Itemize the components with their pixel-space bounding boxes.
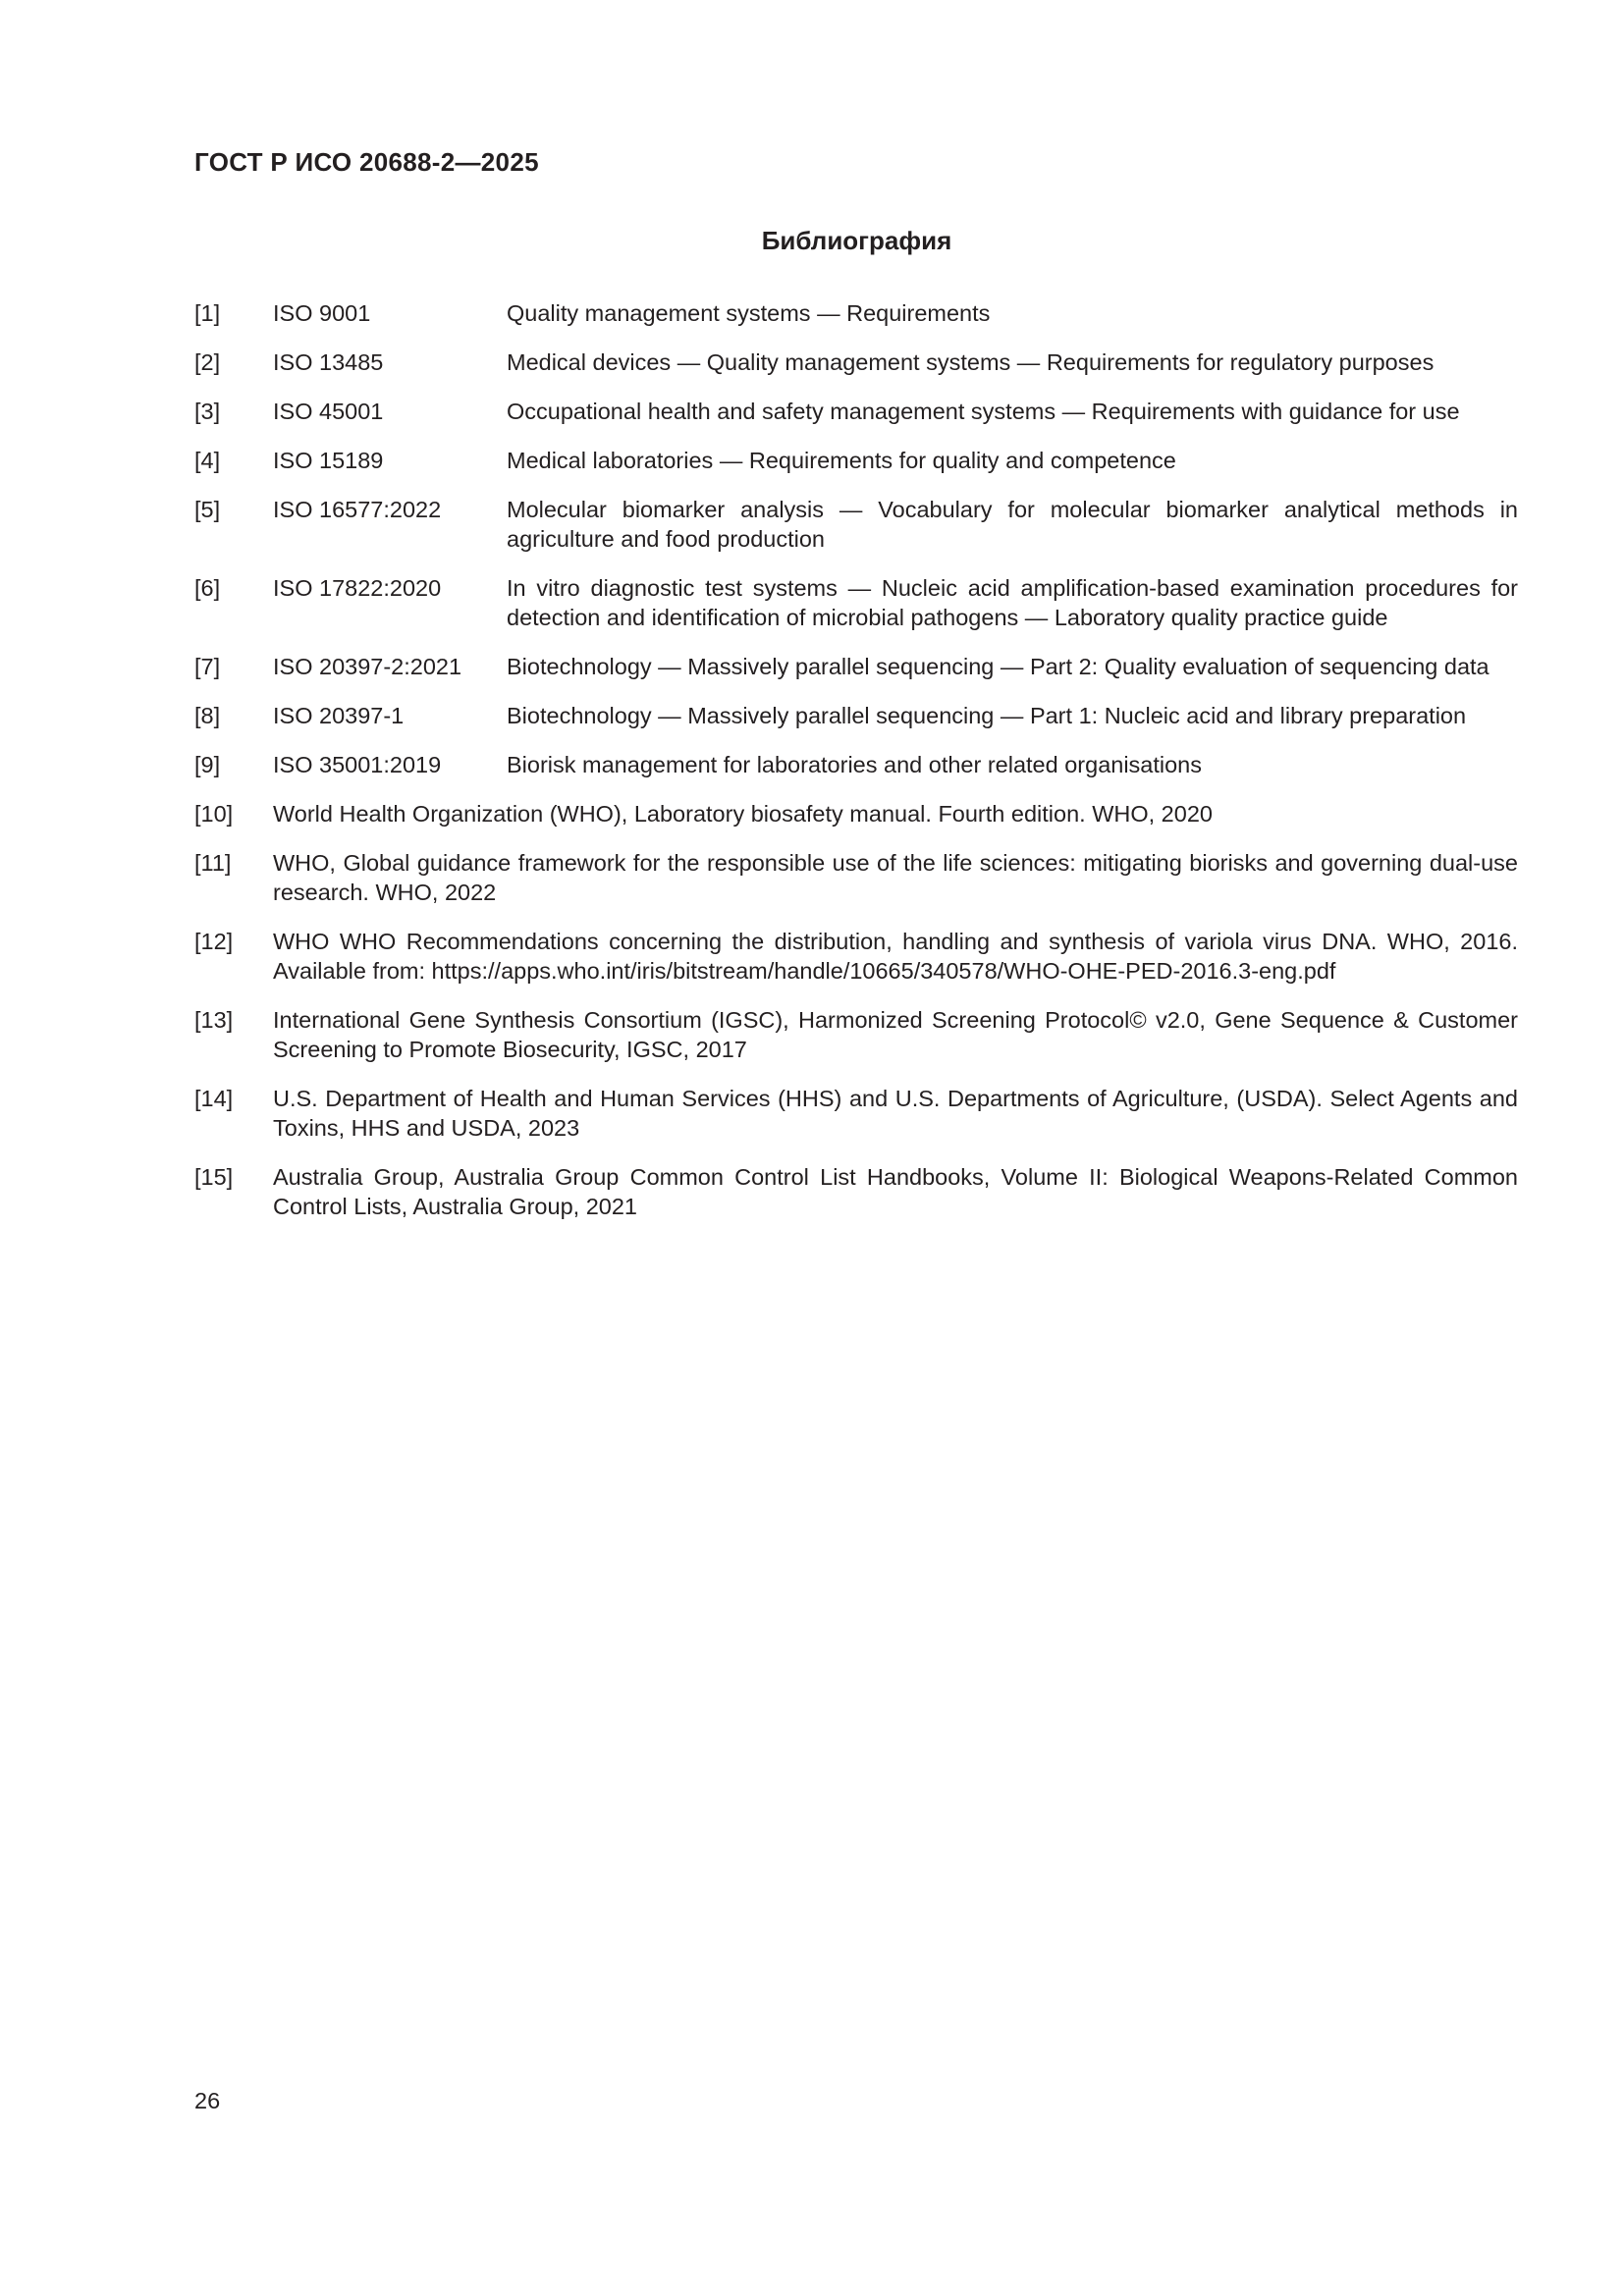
reference-entry [194, 347, 1518, 377]
reference-number: [12] [194, 929, 234, 954]
reference-entry [194, 848, 1518, 907]
reference-entry [194, 446, 1518, 475]
reference-title: International Gene Synthesis Consortium (IGSC), Harmonized Screening Protocol© v2.0, Gene Sequence & Customer Screening to Promote Biosecurity, IGSC, 2017 [273, 1007, 1518, 1062]
reference-number: [2] [194, 349, 221, 375]
reference-title: Medical devices — Quality management systems — Requirements for regulatory purposes [507, 349, 1435, 375]
reference-number: [4] [194, 448, 221, 473]
reference-code: ISO 13485 [273, 349, 384, 375]
bibliography-list [194, 298, 1518, 1241]
reference-code: ISO 17822:2020 [273, 575, 442, 601]
reference-entry [194, 1084, 1518, 1143]
reference-title: WHO, Global guidance framework for the responsible use of the life sciences: mitigating biorisks and governing dual-use research. WHO, 2022 [273, 850, 1518, 905]
reference-entry [194, 298, 1518, 328]
reference-entry [194, 397, 1518, 426]
reference-code: ISO 35001:2019 [273, 752, 442, 777]
reference-entry [194, 1005, 1518, 1064]
reference-title: Biorisk management for laboratories and other related organisations [507, 752, 1203, 777]
reference-title: U.S. Department of Health and Human Services (HHS) and U.S. Departments of Agriculture, (USDA). Select Agents and Toxins, HHS and USDA, 2023 [273, 1086, 1518, 1141]
reference-code: ISO 15189 [273, 448, 384, 473]
bibliography-title: Библиография [761, 226, 952, 255]
reference-title: WHO WHO Recommendations concerning the distribution, handling and synthesis of variola virus DNA. WHO, 2016. Available from: https://apps.who.int/iris/bitstream/handle/10665/340578/WHO-OHE-PED-2016.3-eng.pdf [273, 929, 1518, 984]
reference-number: [11] [194, 850, 232, 876]
reference-number: [5] [194, 497, 221, 522]
reference-code: ISO 9001 [273, 300, 371, 326]
reference-number: [3] [194, 399, 221, 424]
reference-number: [1] [194, 300, 221, 326]
reference-number: [6] [194, 575, 221, 601]
reference-code: ISO 20397-1 [273, 703, 405, 728]
reference-number: [13] [194, 1007, 234, 1033]
reference-title: World Health Organization (WHO), Laboratory biosafety manual. Fourth edition. WHO, 2020 [273, 801, 1213, 827]
reference-entry [194, 495, 1518, 554]
reference-title: Biotechnology — Massively parallel sequencing — Part 1: Nucleic acid and library preparation [507, 703, 1467, 728]
reference-code: ISO 16577:2022 [273, 497, 442, 522]
reference-title: Occupational health and safety management systems — Requirements with guidance for use [507, 399, 1460, 424]
reference-entry [194, 750, 1518, 779]
reference-title: Medical laboratories — Requirements for quality and competence [507, 448, 1176, 473]
reference-number: [8] [194, 703, 221, 728]
reference-title: Molecular biomarker analysis — Vocabulary for molecular biomarker analytical methods in agriculture and food production [507, 497, 1518, 552]
reference-entry [194, 799, 1518, 828]
reference-title: In vitro diagnostic test systems — Nucleic acid amplification-based examination procedures for detection and identification of microbial pathogens — Laboratory quality practice guide [507, 575, 1518, 630]
reference-number: [15] [194, 1164, 234, 1190]
reference-number: [9] [194, 752, 221, 777]
reference-title: Australia Group, Australia Group Common Control List Handbooks, Volume II: Biological Weapons-Related Common Control Lists, Australia Group, 2021 [273, 1164, 1518, 1219]
reference-entry [194, 927, 1518, 986]
reference-entry [194, 573, 1518, 632]
reference-entry [194, 701, 1518, 730]
reference-title: Biotechnology — Massively parallel sequencing — Part 2: Quality evaluation of sequencing data [507, 654, 1489, 679]
reference-number: [7] [194, 654, 221, 679]
reference-entry [194, 652, 1518, 681]
page-number: 26 [194, 2088, 221, 2113]
reference-number: [10] [194, 801, 234, 827]
reference-code: ISO 45001 [273, 399, 384, 424]
reference-number: [14] [194, 1086, 234, 1111]
reference-title: Quality management systems — Requirements [507, 300, 991, 326]
reference-entry [194, 1162, 1518, 1221]
document-header: ГОСТ Р ИСО 20688-2—2025 [194, 147, 539, 177]
reference-code: ISO 20397-2:2021 [273, 654, 462, 679]
